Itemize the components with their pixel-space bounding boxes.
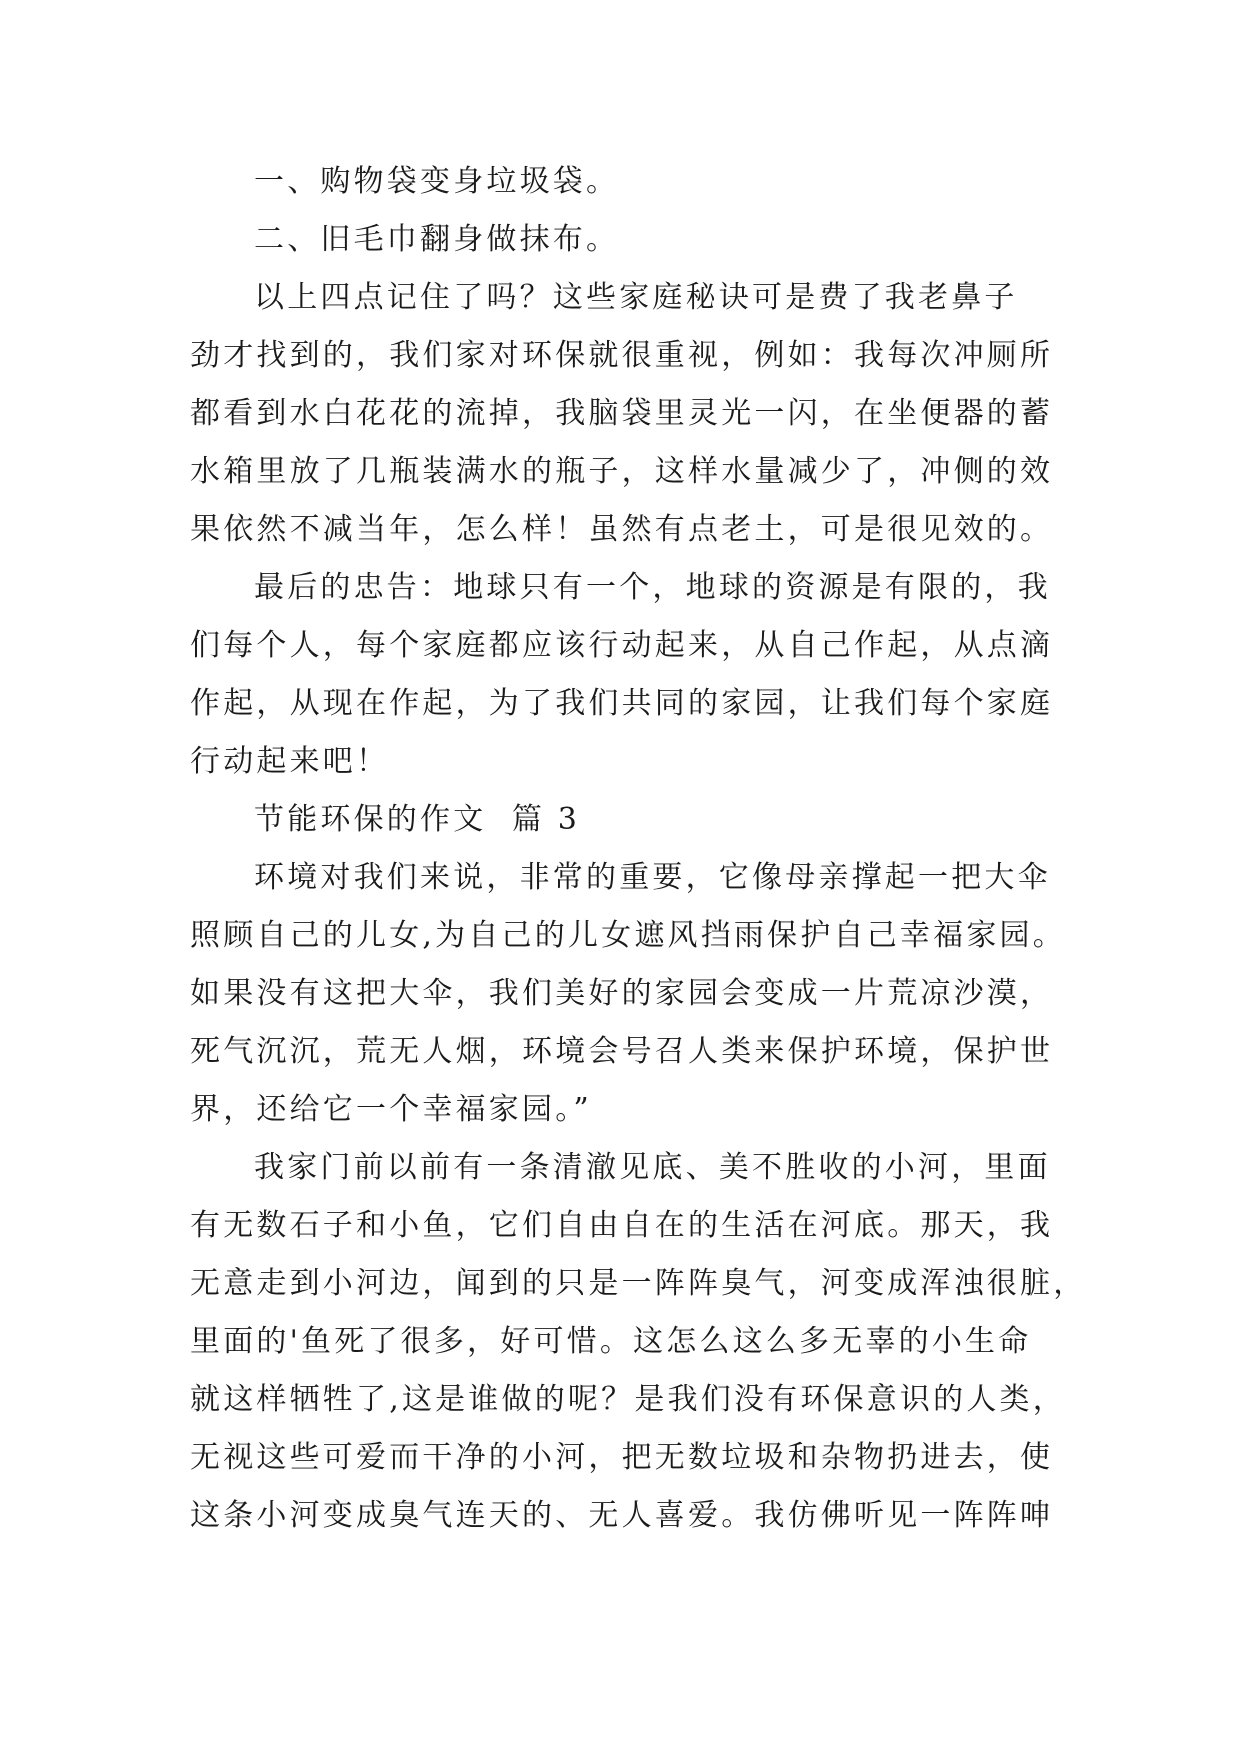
section-heading: 节能环保的作文 篇 3 bbox=[254, 802, 581, 837]
text-line-11: 行动起来吧！ bbox=[190, 744, 390, 779]
text-line-1: 一、购物袋变身垃圾袋。 bbox=[254, 164, 620, 199]
text-line-5: 都看到水白花花的流掉，我脑袋里灵光一闪，在坐便器的蓄 bbox=[190, 396, 1054, 431]
text-line-14: 照顾自己的儿女,为自己的儿女遮风挡雨保护自己幸福家园。 bbox=[190, 918, 1066, 953]
document-body bbox=[190, 153, 1087, 1545]
text-line-15: 如果没有这把大伞，我们美好的家园会变成一片荒凉沙漠， bbox=[190, 976, 1054, 1011]
text-line-10: 作起，从现在作起，为了我们共同的家园，让我们每个家庭 bbox=[190, 686, 1054, 721]
text-line-24: 这条小河变成臭气连天的、无人喜爱。我仿佛听见一阵阵呻 bbox=[190, 1498, 1054, 1533]
text-line-20: 无意走到小河边，闻到的只是一阵阵臭气，河变成浑浊很脏， bbox=[190, 1266, 1087, 1301]
text-line-3: 以上四点记住了吗？这些家庭秘诀可是费了我老鼻子 bbox=[254, 280, 1018, 315]
text-line-21: 里面的'鱼死了很多，好可惜。这怎么这么多无辜的小生命 bbox=[190, 1324, 1032, 1359]
text-line-16: 死气沉沉，荒无人烟，环境会号召人类来保护环境，保护世 bbox=[190, 1034, 1054, 1069]
text-line-17: 界，还给它一个幸福家园。” bbox=[190, 1092, 592, 1127]
text-line-19: 有无数石子和小鱼，它们自由自在的生活在河底。那天，我 bbox=[190, 1208, 1054, 1243]
text-line-23: 无视这些可爱而干净的小河，把无数垃圾和杂物扔进去，使 bbox=[190, 1440, 1054, 1475]
text-line-6: 水箱里放了几瓶装满水的瓶子，这样水量减少了，冲侧的效 bbox=[190, 454, 1054, 489]
text-line-7: 果依然不减当年，怎么样！虽然有点老土，可是很见效的。 bbox=[190, 512, 1054, 547]
text-line-9: 们每个人，每个家庭都应该行动起来，从自己作起，从点滴 bbox=[190, 628, 1054, 663]
text-line-8: 最后的忠告：地球只有一个，地球的资源是有限的，我 bbox=[254, 570, 1051, 605]
text-line-22: 就这样牺牲了,这是谁做的呢？是我们没有环保意识的人类， bbox=[190, 1382, 1066, 1417]
text-line-13: 环境对我们来说，非常的重要，它像母亲撑起一把大伞 bbox=[254, 860, 1051, 895]
text-line-4: 劲才找到的，我们家对环保就很重视，例如：我每次冲厕所 bbox=[190, 338, 1054, 373]
text-line-18: 我家门前以前有一条清澈见底、美不胜收的小河，里面 bbox=[254, 1150, 1051, 1185]
text-line-2: 二、旧毛巾翻身做抹布。 bbox=[254, 222, 620, 257]
